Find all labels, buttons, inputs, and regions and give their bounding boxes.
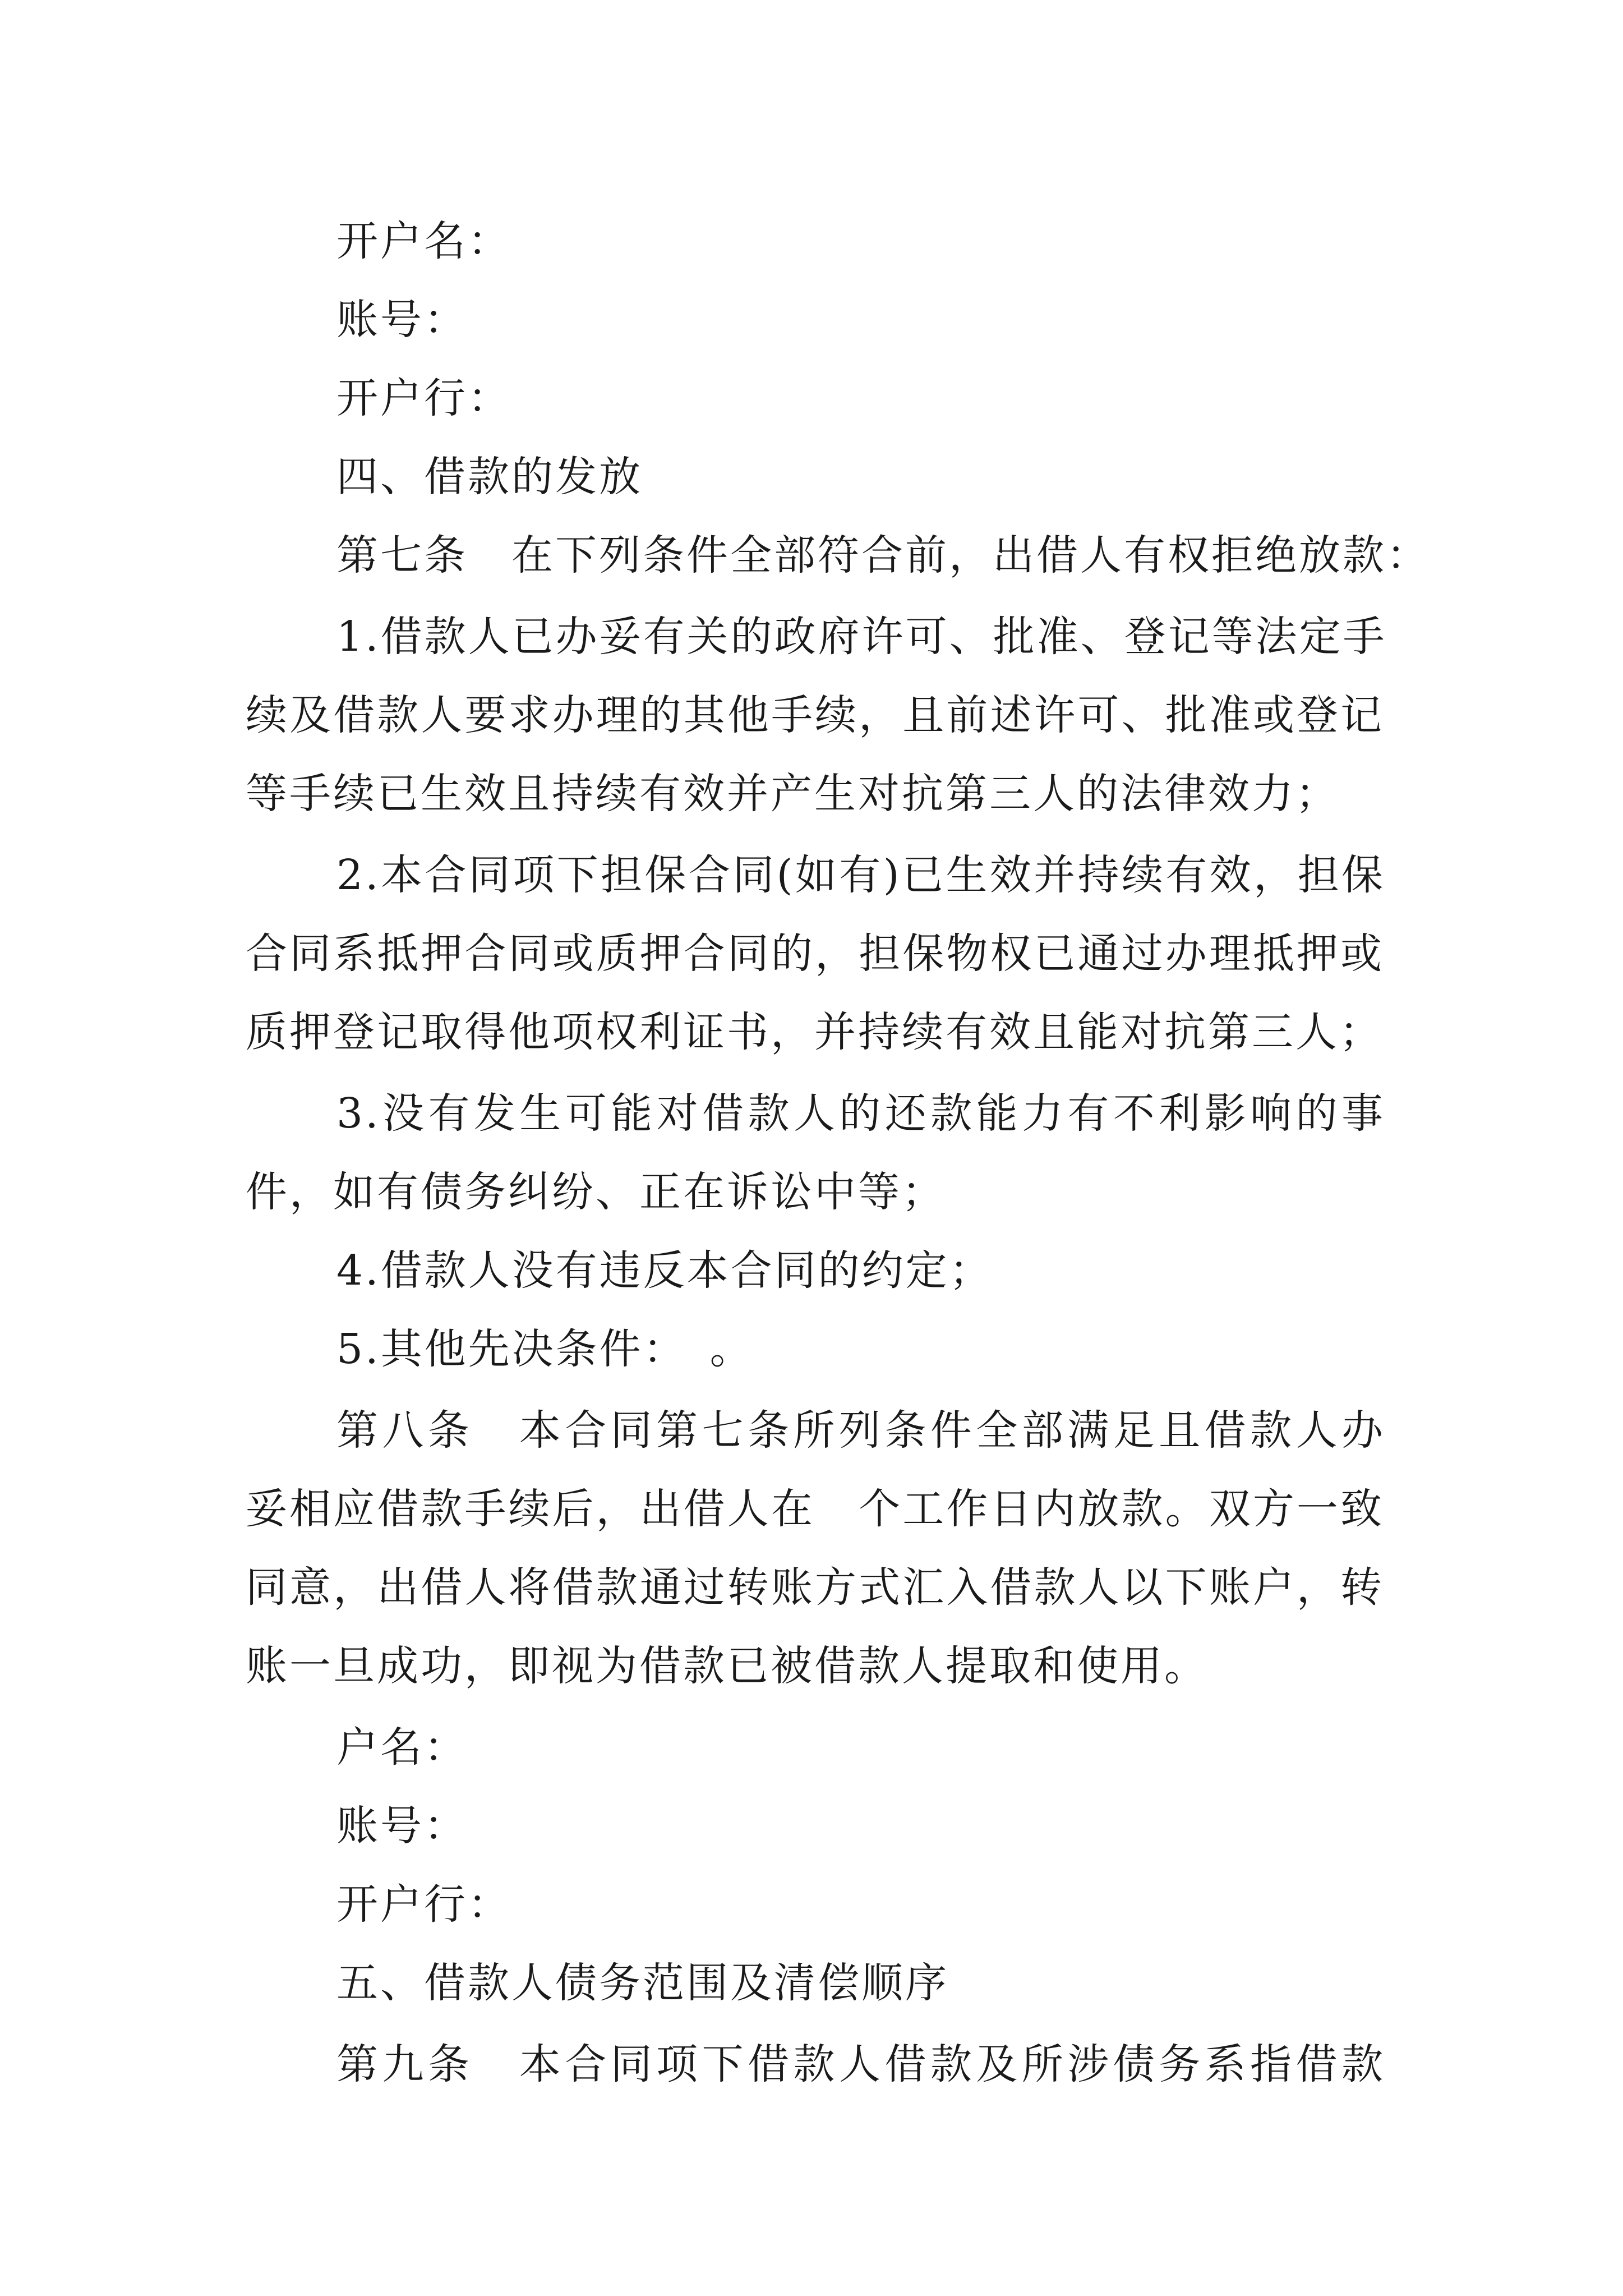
condition-1-line-2: 续及借款人要求办理的其他手续，且前述许可、批准或登记: [246, 691, 1384, 739]
article-8-line-2: 妥相应借款手续后，出借人在 个工作日内放款。双方一致: [246, 1485, 1384, 1533]
condition-1-line-3: 等手续已生效且持续有效并产生对抗第三人的法律效力；: [246, 770, 1339, 818]
bank-label: 开户行：: [336, 374, 511, 422]
condition-4: 4.借款人没有违反本合同的约定；: [336, 1246, 993, 1295]
condition-5: 5.其他先决条件： 。: [336, 1325, 754, 1373]
condition-3-line-1: 3.没有发生可能对借款人的还款能力有不利影响的事: [336, 1089, 1385, 1138]
condition-3-line-2: 件，如有债务纠纷、正在诉讼中等；: [246, 1168, 946, 1216]
condition-2-line-3: 质押登记取得他项权利证书，并持续有效且能对抗第三人；: [246, 1008, 1383, 1056]
section-heading-disbursement: 四、借款的发放: [336, 453, 643, 501]
article-7-heading: 第七条 在下列条件全部符合前，出借人有权拒绝放款：: [336, 531, 1430, 579]
payee-bank-label: 开户行：: [336, 1880, 511, 1929]
payee-name-label: 户名：: [336, 1723, 468, 1772]
article-8-line-3: 同意，出借人将借款通过转账方式汇入借款人以下账户，转: [246, 1563, 1384, 1612]
condition-2-line-1: 2.本合同项下担保合同(如有)已生效并持续有效，担保: [336, 851, 1385, 899]
payee-account-label: 账号：: [336, 1802, 468, 1850]
account-number-label: 账号：: [336, 296, 468, 344]
condition-2-line-2: 合同系抵押合同或质押合同的，担保物权已通过办理抵押或: [246, 930, 1384, 978]
account-name-label: 开户名：: [336, 217, 511, 265]
article-8-line-4: 账一旦成功，即视为借款已被借款人提取和使用。: [246, 1642, 1208, 1690]
article-9-line-1: 第九条 本合同项下借款人借款及所涉债务系指借款: [336, 2040, 1385, 2088]
condition-1-line-1: 1.借款人已办妥有关的政府许可、批准、登记等法定手: [336, 613, 1387, 661]
section-heading-debt-scope: 五、借款人债务范围及清偿顺序: [336, 1959, 949, 2007]
article-8-line-1: 第八条 本合同第七条所列条件全部满足且借款人办: [336, 1406, 1385, 1455]
